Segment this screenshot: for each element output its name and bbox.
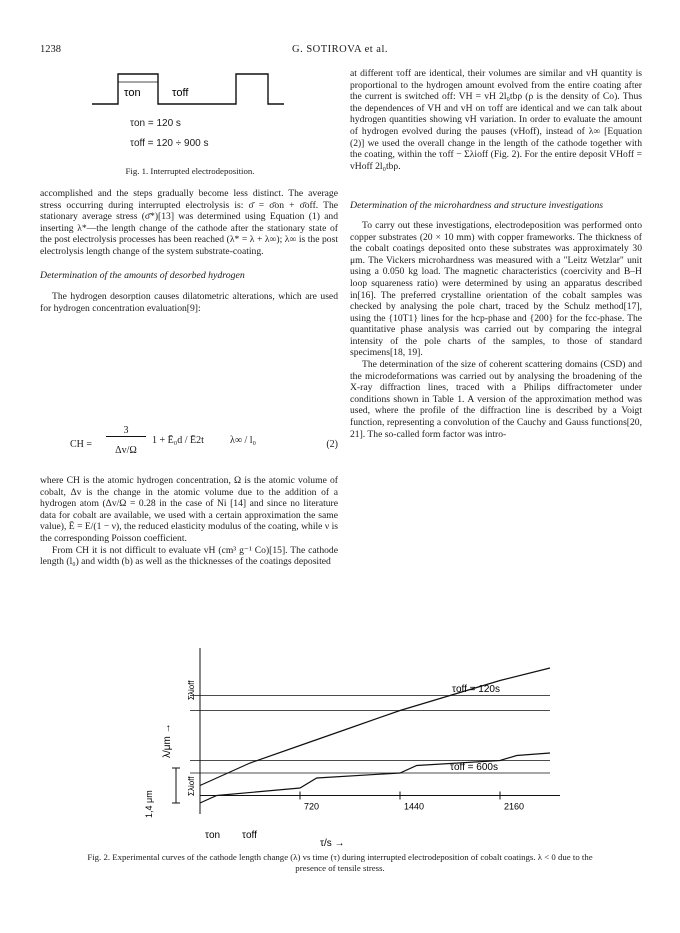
- running-title: G. SOTIROVA et al.: [291, 44, 388, 55]
- fig2-lower-label: τoff = 600s: [450, 762, 498, 773]
- fig2-chart: [130, 628, 590, 850]
- fig2-frame: [172, 648, 560, 814]
- eq-numerator: 3: [106, 425, 146, 437]
- fig2-upper-label: τoff = 120s: [452, 684, 500, 695]
- eq-fraction: λ∞ / l₀: [230, 435, 257, 446]
- right-paragraph-3: The determination of the size of coherent scattering domains (CSD) and the microdeformations was carried out by analysing the broadening of the X-ray diffraction lines, traced with a Philips diffractometer under conditions shown in Table 1. A version of the approximation method was used, where the profile of the diffraction line is described by a Voigt function, representing a convolution of the Cauchy and Gauss functions[20, 21]. The so-called form factor was intro-: [350, 359, 642, 440]
- fig2-x-tick-label-1: 720: [304, 801, 320, 812]
- eq-denominator: Δv/Ω: [115, 445, 137, 456]
- left-paragraph-1: accomplished and the steps gradually become less distinct. The average stress occurring during interrupted electrolysis is: σ̄ = σ̄on + σ̄off. The stationary average stress (σ̄*)[13] was determined using Equation (1) and inserting λ*—the length change of the cathode after the stationary state of the post electrolysis processes has been reached (λ* = λ + λ∞); λ∞ is the post electrolysis length change of the system substrate-coating.: [40, 188, 338, 257]
- fig1-toff-value: τoff = 120 ÷ 900 s: [130, 138, 209, 149]
- fig2-t-on: τon: [205, 830, 221, 841]
- fig2-xlabel: τ/s →: [320, 838, 345, 849]
- fig2-x-tick-label-3: 2160: [504, 801, 525, 812]
- fig1-pulse-diagram: [88, 68, 288, 148]
- equation-2: [70, 425, 338, 467]
- fig2-marker-upper: Σλioff: [187, 680, 196, 700]
- eq-lhs: CH =: [70, 439, 93, 450]
- fig1-ton-value: τon = 120 s: [130, 118, 181, 129]
- left-paragraph-4: From CH it is not difficult to evaluate vH (cm³ g⁻¹ Co)[15]. The cathode length (l₀) and width (b) as well as the thicknesses of the coatings deposited: [40, 544, 338, 568]
- left-paragraph-2: The hydrogen desorption causes dilatometric alterations, which are used for hydrogen concentration evaluation[9]:: [40, 291, 338, 314]
- fig1-label-on: τon: [124, 87, 141, 99]
- fig1-caption: Fig. 1. Interrupted electrodeposition.: [125, 166, 255, 176]
- fig2-caption: Fig. 2. Experimental curves of the cathode length change (λ) vs time (τ) during interrupted electrodeposition of cobalt coatings. λ < 0 due to the presence of tensile stress.: [87, 852, 593, 873]
- fig2-x-tick-label-2: 1440: [404, 801, 425, 812]
- fig2-scale-label: 1,4 μm: [144, 790, 154, 818]
- left-paragraph-3: where CH is the atomic hydrogen concentration, Ω is the atomic volume of cobalt, Δv is the change in the atomic volume due to the addition of a hydrogen atom (Δv/Ω = 0.28 in the case of Ni [14] and since no literature data for cobalt are available, we used with a certain approximation the same value), Ē = E/(1 − ν), the reduced elasticity modulus of the coating, while ν is the corresponding Poisson coefficient.: [40, 475, 338, 544]
- section-heading-hydrogen: Determination of the amounts of desorbed hydrogen: [40, 269, 245, 281]
- fig2-ticks: [300, 792, 524, 812]
- fig1-label-off: τoff: [172, 87, 189, 99]
- section-heading-microhardness: Determination of the microhardness and structure investigations: [350, 200, 604, 212]
- page-number: 1238: [40, 44, 61, 55]
- fig2-marker-lower: Σλioff: [187, 776, 196, 796]
- right-paragraph-2: To carry out these investigations, electrodeposition was performed onto copper substrates (20 × 10 mm) with copper frameworks. The thickness of the cobalt coatings deposited onto these substrates was approximately 30 μm. The Vickers microhardness was measured with a "Leitz Wetzlar" unit using a 0.050 kg load. The magnetic characteristics (coercivity and B–H loop squareness ratio) were determined by using an apparatus described in[16]. The preferred crystalline orientation of the cobalt samples was checked by analysing the pole chart, traced by the Schulz method[17], using the {10T1} lines for the hcp-phase and {200} for the fcc-phase. The quantitative phase analysis was carried out by comparing the integral intensity of the pole charts of the samples, to those of standard specimens[18, 19].: [350, 219, 642, 359]
- right-paragraph-1: at different τoff are identical, their volumes are similar and vH quantity is proportional to the hydrogen amount evolved from the entire coating after the current is switched off: VH = vH 2l₀tbρ (ρ is the density of Co). Thus the dependences of VH and vH on τoff are identical and we can talk about hydrogen quantities showing vH variation. In order to evaluate the amount of hydrogen evolved during the pauses (vHoff), instead of λ∞ [Equation (2)] we used the overall change in the length of the cathode together with the coating, within the τoff − Σλioff (Fig. 2). For the entire deposit VHoff = vHoff 2l₀tbρ.: [350, 68, 642, 172]
- eq-number: (2): [326, 439, 338, 450]
- eq-parenthesis: 1 + Ē₀d / Ē2t: [152, 435, 204, 446]
- fig2-ylabel: λ/μm →: [162, 723, 173, 758]
- fig2-t-off: τoff: [242, 830, 257, 841]
